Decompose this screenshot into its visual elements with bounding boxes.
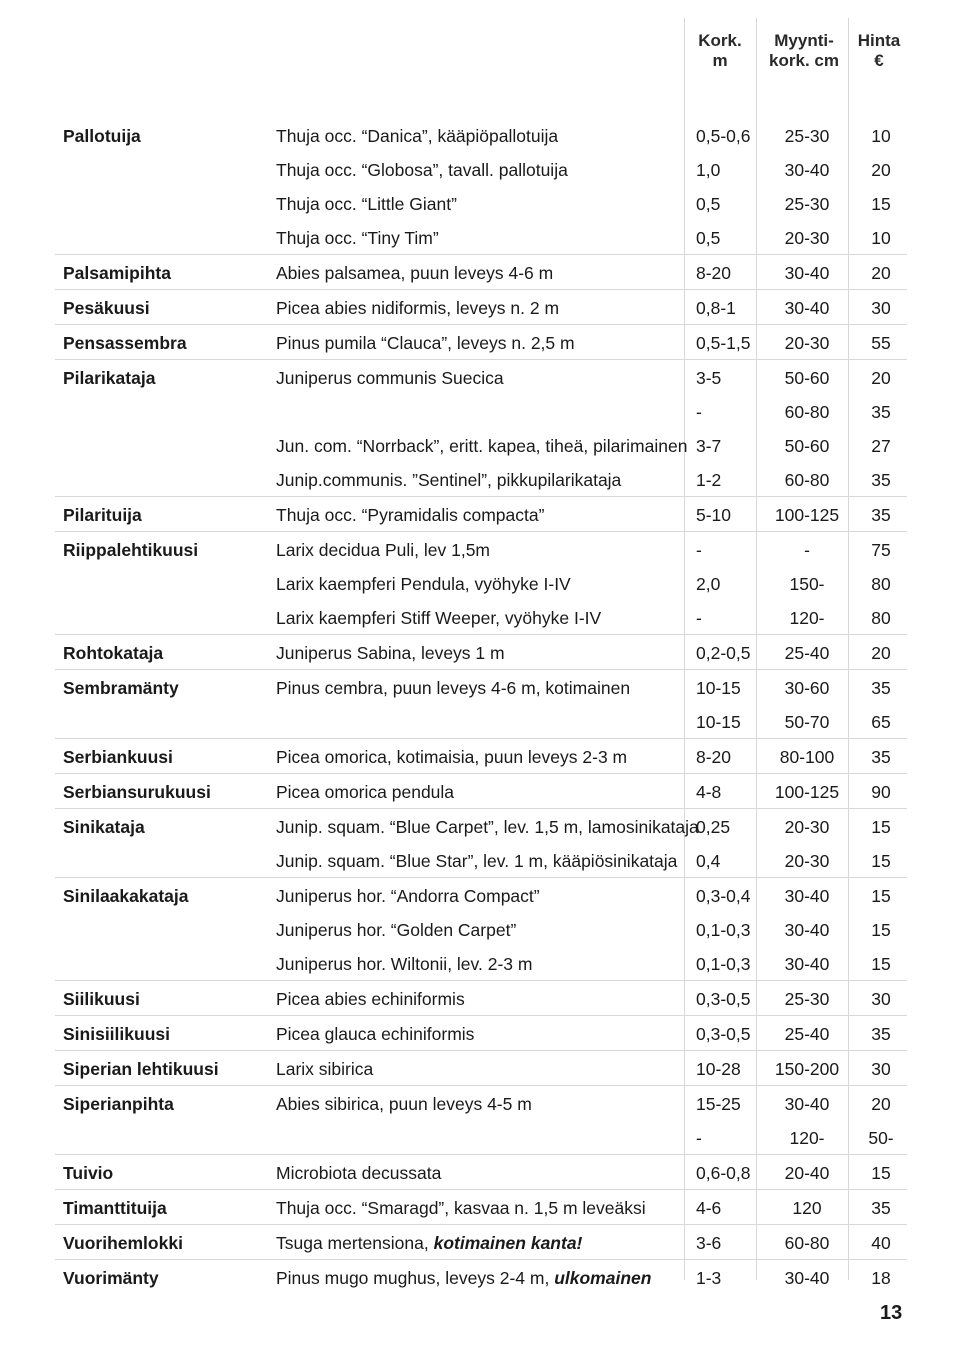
table-row: [55, 1120, 907, 1154]
price-eur: 30: [871, 989, 891, 1009]
plant-name: Vuorihemlokki: [63, 1233, 183, 1253]
sale-height-cm: 150-200: [774, 1059, 840, 1079]
height-m: 0,25: [696, 817, 731, 837]
price-eur: 20: [871, 263, 891, 283]
plant-description: Picea abies nidiformis, leveys n. 2 m: [276, 298, 560, 318]
plant-description: Abies palsamea, puun leveys 4-6 m: [276, 263, 554, 283]
column-header-price: [850, 18, 908, 113]
plant-name: Pallotuija: [63, 126, 141, 146]
price-eur: 20: [871, 160, 891, 180]
plant-name: Timanttituija: [63, 1198, 167, 1218]
plant-description: Juniperus hor. Wiltonii, lev. 2-3 m: [276, 954, 533, 974]
table-row: [55, 220, 907, 254]
plant-name: Vuorimänty: [63, 1268, 159, 1288]
price-eur: 75: [871, 540, 891, 560]
table-row: [55, 704, 907, 738]
table-row: [55, 359, 907, 394]
table-row: [55, 186, 907, 220]
height-m: 0,1-0,3: [696, 954, 751, 974]
emphasis-text: ulkomainen: [554, 1268, 652, 1288]
sale-height-cm: 25-30: [784, 126, 830, 146]
sale-height-cm: 50-70: [784, 712, 830, 732]
price-eur: 15: [871, 920, 891, 940]
plant-name: Tuivio: [63, 1163, 114, 1183]
table-row: [55, 877, 907, 912]
table-row: [55, 462, 907, 496]
height-m: 3-7: [696, 436, 722, 456]
sale-height-cm: 20-30: [784, 851, 830, 871]
height-m: -: [696, 402, 702, 422]
price-eur: 35: [871, 1198, 891, 1218]
height-m: 10-15: [696, 678, 741, 698]
price-eur: 35: [871, 678, 891, 698]
sale-height-cm: 30-40: [784, 1094, 830, 1114]
plant-description: Junip.communis. ”Sentinel”, pikkupilarikataja: [276, 470, 622, 490]
table-row: [55, 669, 907, 704]
plant-description: Pinus cembra, puun leveys 4-6 m, kotimainen: [276, 678, 631, 698]
table-row: [55, 808, 907, 843]
height-m: 8-20: [696, 747, 732, 767]
height-m: 2,0: [696, 574, 721, 594]
table-row: [55, 428, 907, 462]
plant-description: Picea glauca echiniformis: [276, 1024, 475, 1044]
height-m: 0,5: [696, 228, 721, 248]
table-row: [55, 394, 907, 428]
table-row: [55, 773, 907, 808]
sale-height-cm: 20-30: [784, 228, 830, 248]
plant-name: Siperian lehtikuusi: [63, 1059, 219, 1079]
height-m: 0,8-1: [696, 298, 736, 318]
plant-description: Picea omorica, kotimaisia, puun leveys 2-3 m: [276, 747, 628, 767]
height-m: 3-6: [696, 1233, 722, 1253]
plant-name: Pilarikataja: [63, 368, 156, 388]
height-m: 10-28: [696, 1059, 741, 1079]
plant-description: Larix sibirica: [276, 1059, 374, 1079]
price-eur: 15: [871, 817, 891, 837]
sale-height-cm: 30-60: [784, 678, 830, 698]
price-table: [55, 118, 907, 1294]
table-row: [55, 118, 907, 152]
table-row: [55, 531, 907, 566]
price-eur: 27: [871, 436, 891, 456]
table-row: [55, 566, 907, 600]
price-eur: 35: [871, 1024, 891, 1044]
height-m: 4-6: [696, 1198, 722, 1218]
table-row: [55, 1189, 907, 1224]
plant-name: Pilarituija: [63, 505, 142, 525]
table-row: [55, 738, 907, 773]
plant-description: Pinus pumila “Clauca”, leveys n. 2,5 m: [276, 333, 575, 353]
price-eur: 40: [871, 1233, 891, 1253]
header-kork-line1: Kork.: [698, 31, 742, 50]
plant-description: Tsuga mertensiona, kotimainen kanta!: [276, 1233, 583, 1253]
table-row: [55, 1224, 907, 1259]
page-number: 13: [880, 1302, 903, 1324]
height-m: 0,5-1,5: [696, 333, 751, 353]
price-eur: 20: [871, 368, 891, 388]
height-m: 1-2: [696, 470, 722, 490]
height-m: 3-5: [696, 368, 722, 388]
height-m: -: [696, 608, 702, 628]
price-eur: 35: [871, 402, 891, 422]
plant-description: Abies sibirica, puun leveys 4-5 m: [276, 1094, 532, 1114]
plant-description: Thuja occ. “Tiny Tim”: [276, 228, 439, 248]
plant-description: Junip. squam. “Blue Carpet”, lev. 1,5 m, lamosinikataja: [276, 817, 699, 837]
sale-height-cm: 100-125: [774, 505, 840, 525]
height-m: 15-25: [696, 1094, 741, 1114]
table-row: [55, 254, 907, 289]
price-eur: 55: [871, 333, 891, 353]
height-m: 4-8: [696, 782, 722, 802]
header-myynti-line2: kork. cm: [769, 51, 839, 70]
sale-height-cm: 30-40: [784, 263, 830, 283]
price-eur: 18: [871, 1268, 891, 1288]
emphasis-text: kotimainen kanta!: [433, 1233, 583, 1253]
plant-description: Junip. squam. “Blue Star”, lev. 1 m, kääpiösinikataja: [276, 851, 678, 871]
height-m: 0,3-0,5: [696, 1024, 751, 1044]
table-row: [55, 1154, 907, 1189]
header-hinta-line2: €: [874, 51, 884, 70]
height-m: 1,0: [696, 160, 721, 180]
sale-height-cm: 50-60: [784, 436, 830, 456]
sale-height-cm: 20-30: [784, 333, 830, 353]
sale-height-cm: 60-80: [784, 1233, 830, 1253]
height-m: 10-15: [696, 712, 741, 732]
plant-description: Thuja occ. “Pyramidalis compacta”: [276, 505, 545, 525]
plant-description: Thuja occ. “Smaragd”, kasvaa n. 1,5 m leveäksi: [276, 1198, 646, 1218]
plant-description: Juniperus Sabina, leveys 1 m: [276, 643, 505, 663]
height-m: 0,5: [696, 194, 721, 214]
sale-height-cm: 120: [792, 1198, 822, 1218]
plant-description: Thuja occ. “Danica”, kääpiöpallotuija: [276, 126, 559, 146]
price-eur: 15: [871, 194, 891, 214]
table-row: [55, 1085, 907, 1120]
sale-height-cm: 60-80: [784, 402, 830, 422]
height-m: -: [696, 540, 702, 560]
table-row: [55, 152, 907, 186]
price-eur: 35: [871, 470, 891, 490]
price-eur: 20: [871, 1094, 891, 1114]
height-m: 0,3-0,5: [696, 989, 751, 1009]
height-m: 0,6-0,8: [696, 1163, 751, 1183]
price-eur: 80: [871, 608, 891, 628]
table-row: [55, 980, 907, 1015]
header-myynti-line1: Myynti-: [774, 31, 834, 50]
plant-name: Rohtokataja: [63, 643, 164, 663]
price-eur: 10: [871, 228, 891, 248]
sale-height-cm: 25-40: [784, 1024, 830, 1044]
sale-height-cm: 30-40: [784, 954, 830, 974]
plant-description: Pinus mugo mughus, leveys 2-4 m, ulkomainen: [276, 1268, 652, 1288]
plant-name: Palsamipihta: [63, 263, 171, 283]
plant-name: Sembramänty: [63, 678, 179, 698]
sale-height-cm: 30-40: [784, 298, 830, 318]
sale-height-cm: 25-30: [784, 194, 830, 214]
plant-description: Larix decidua Puli, lev 1,5m: [276, 540, 490, 560]
plant-name: Sinikataja: [63, 817, 145, 837]
sale-height-cm: 30-40: [784, 886, 830, 906]
table-row: [55, 912, 907, 946]
plant-name: Pesäkuusi: [63, 298, 150, 318]
sale-height-cm: 30-40: [784, 920, 830, 940]
column-header-height: [686, 18, 754, 113]
sale-height-cm: 30-40: [784, 160, 830, 180]
price-eur: 80: [871, 574, 891, 594]
sale-height-cm: 80-100: [779, 747, 835, 767]
table-row: [55, 1050, 907, 1085]
sale-height-cm: 20-30: [784, 817, 830, 837]
price-eur: 20: [871, 643, 891, 663]
table-row: [55, 634, 907, 669]
sale-height-cm: 150-: [789, 574, 825, 594]
plant-name: Serbiansurukuusi: [63, 782, 211, 802]
price-eur: 35: [871, 747, 891, 767]
plant-description: Juniperus hor. “Andorra Compact”: [276, 886, 540, 906]
table-row: [55, 1015, 907, 1050]
plant-name: Riippalehtikuusi: [63, 540, 199, 560]
sale-height-cm: 50-60: [784, 368, 830, 388]
price-eur: 90: [871, 782, 891, 802]
plant-description: Microbiota decussata: [276, 1163, 442, 1183]
height-m: 8-20: [696, 263, 732, 283]
plant-name: Siilikuusi: [63, 989, 140, 1009]
plant-description: Picea omorica pendula: [276, 782, 455, 802]
price-eur: 15: [871, 1163, 891, 1183]
price-eur: 15: [871, 886, 891, 906]
table-row: [55, 289, 907, 324]
plant-description: Juniperus hor. “Golden Carpet”: [276, 920, 517, 940]
height-m: 0,2-0,5: [696, 643, 751, 663]
plant-description: Thuja occ. “Little Giant”: [276, 194, 457, 214]
sale-height-cm: 120-: [789, 608, 825, 628]
height-m: -: [696, 1128, 702, 1148]
price-eur: 10: [871, 126, 891, 146]
height-m: 0,4: [696, 851, 721, 871]
plant-description: Juniperus communis Suecica: [276, 368, 504, 388]
table-row: [55, 496, 907, 531]
plant-name: Siperianpihta: [63, 1094, 174, 1114]
height-m: 1-3: [696, 1268, 722, 1288]
plant-description: Picea abies echiniformis: [276, 989, 465, 1009]
column-header-sale-height: [756, 18, 852, 113]
sale-height-cm: 60-80: [784, 470, 830, 490]
height-m: 0,3-0,4: [696, 886, 751, 906]
height-m: 0,5-0,6: [696, 126, 751, 146]
price-eur: 30: [871, 1059, 891, 1079]
header-hinta-line1: Hinta: [857, 31, 901, 50]
table-row: [55, 1259, 907, 1294]
table-row: [55, 946, 907, 980]
plant-description: Larix kaempferi Pendula, vyöhyke I-IV: [276, 574, 571, 594]
plant-description: Thuja occ. “Globosa”, tavall. pallotuija: [276, 160, 568, 180]
sale-height-cm: 20-40: [784, 1163, 830, 1183]
price-eur: 30: [871, 298, 891, 318]
plant-name: Sinisiilikuusi: [63, 1024, 170, 1044]
plant-description: Jun. com. “Norrback”, eritt. kapea, tiheä, pilarimainen: [276, 436, 688, 456]
plant-name: Sinilaakakataja: [63, 886, 189, 906]
sale-height-cm: 30-40: [784, 1268, 830, 1288]
table-row: [55, 843, 907, 877]
sale-height-cm: 100-125: [774, 782, 840, 802]
price-eur: 35: [871, 505, 891, 525]
header-kork-line2: m: [712, 51, 728, 70]
price-eur: 15: [871, 851, 891, 871]
table-row: [55, 600, 907, 634]
sale-height-cm: -: [804, 540, 810, 560]
plant-name: Serbiankuusi: [63, 747, 173, 767]
plant-name: Pensassembra: [63, 333, 187, 353]
sale-height-cm: 25-30: [784, 989, 830, 1009]
height-m: 0,1-0,3: [696, 920, 751, 940]
sale-height-cm: 120-: [789, 1128, 825, 1148]
sale-height-cm: 25-40: [784, 643, 830, 663]
price-eur: 15: [871, 954, 891, 974]
price-eur: 65: [871, 712, 891, 732]
height-m: 5-10: [696, 505, 732, 525]
price-eur: 50-: [868, 1128, 894, 1148]
table-row: [55, 324, 907, 359]
plant-description: Larix kaempferi Stiff Weeper, vyöhyke I-IV: [276, 608, 602, 628]
